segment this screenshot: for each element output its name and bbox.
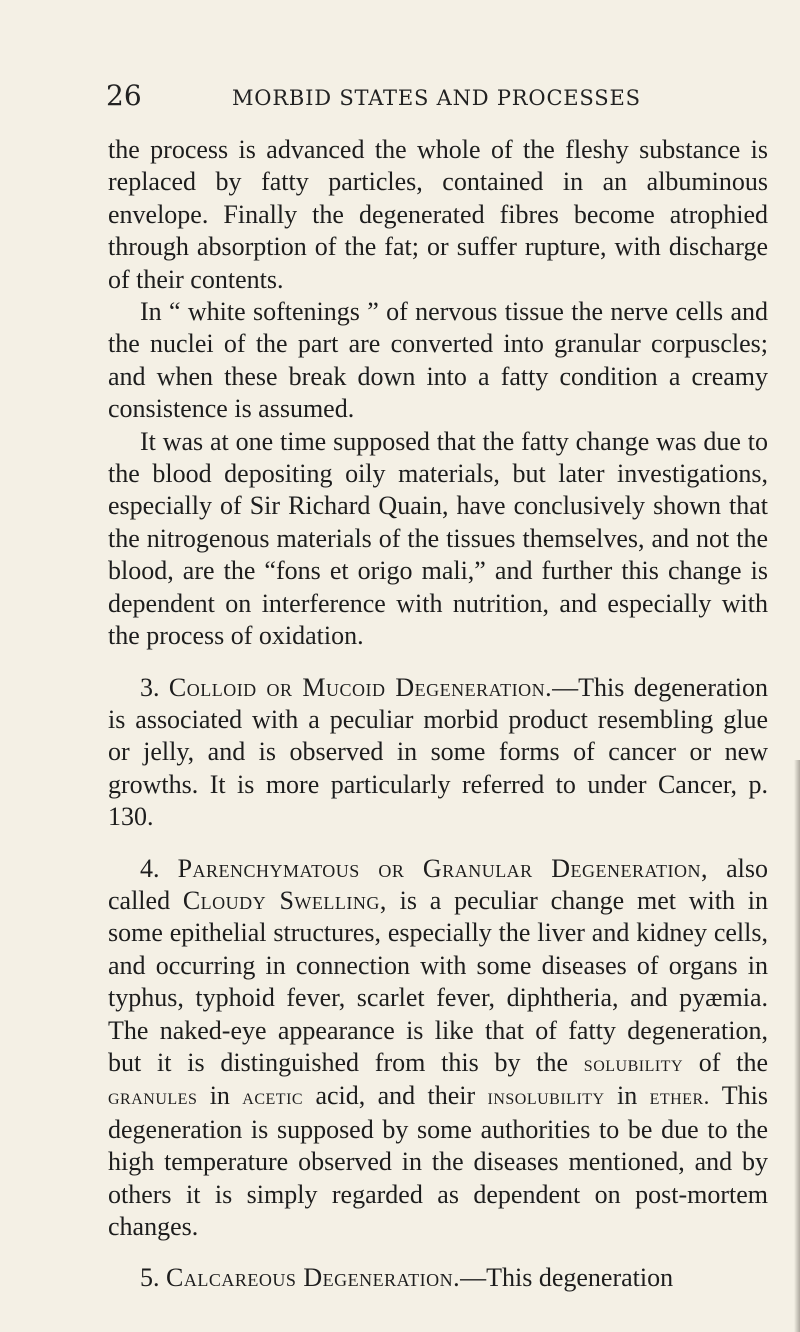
paragraph-white-softenings: In “ white softenings ” of nervous tissue the nerve cells and the nuclei of the part are converted into granular corpuscles; and when these break down into a fatty condition a creamy consistence is assumed. bbox=[108, 297, 768, 424]
term-insolubility: insolubility bbox=[487, 1084, 605, 1110]
section-text: This degeneration is supposed by some authorities to be due to the high temperature observed in the diseases mentioned, and by others it is simply regarded as dependent on post-mortem changes. bbox=[108, 1081, 768, 1241]
page-number: 26 bbox=[106, 79, 142, 112]
section-text: in bbox=[604, 1081, 650, 1111]
section-heading: Colloid or Mucoid Degeneration. bbox=[168, 672, 553, 702]
section-text: of the bbox=[683, 1047, 768, 1077]
section-calcareous-degeneration bbox=[108, 1262, 768, 1294]
term-ether: ether. bbox=[649, 1084, 710, 1110]
term-cloudy-swelling: Cloudy Swelling, bbox=[182, 885, 387, 915]
term-solubility: solubility bbox=[583, 1050, 684, 1076]
paragraph-fatty-change-cause: It was at one time supposed that the fatty change was due to the blood depositing oily materials, but later investigations, especially of Sir Richard Quain, have conclusively shown that the nitrogenous materials of the tissues themselves, and not the blood, are the “fons et origo mali,” and further this change is dependent on interference with nutrition, and especially with the process of oxidation. bbox=[108, 426, 768, 651]
running-head bbox=[106, 79, 666, 118]
paragraph-fatty-fibres: the process is advanced the whole of the fleshy substance is replaced by fatty particles, contained in an albuminous envelope. Finally the degenerated fibres become atrophied through absorption of the fat; or suffer rupture, with discharge of their contents. bbox=[108, 135, 768, 294]
section-colloid-degeneration bbox=[108, 672, 768, 834]
term-granules: granules bbox=[108, 1084, 198, 1110]
page-edge-shadow bbox=[794, 760, 800, 1332]
section-text: —This degeneration is associated with a peculiar morbid product resembling glue or jelly, and is observed in some forms of cancer or new growths. It is more particularly referred to under Cancer, p. 130. bbox=[108, 672, 768, 832]
section-text: is a peculiar change met with in some epithelial structures, especially the liver and kidney cells, and occurring in connection with some diseases of organs in typhus, typhoid fever, scarlet fever, diphtheria, and pyæmia. The naked-eye appearance is like that of fatty degeneration, but it is distinguished from this by the bbox=[108, 885, 768, 1077]
term-acetic: acetic bbox=[242, 1084, 304, 1110]
section-heading: Parenchymatous or Granular Degeneration, bbox=[177, 853, 709, 883]
section-number: 3. bbox=[140, 672, 160, 702]
section-heading: Calcareous Degeneration. bbox=[166, 1263, 461, 1293]
section-number: 4. bbox=[140, 853, 160, 883]
section-text: —This degeneration bbox=[460, 1263, 674, 1293]
section-text: acid, and their bbox=[303, 1081, 488, 1111]
running-head-title: MORBID STATES AND PROCESSES bbox=[232, 86, 641, 110]
body-text bbox=[108, 134, 768, 1295]
section-text: in bbox=[197, 1081, 243, 1111]
section-text: also called bbox=[108, 853, 768, 915]
section-parenchymatous-degeneration bbox=[108, 853, 768, 1244]
section-number: 5. bbox=[140, 1263, 160, 1293]
